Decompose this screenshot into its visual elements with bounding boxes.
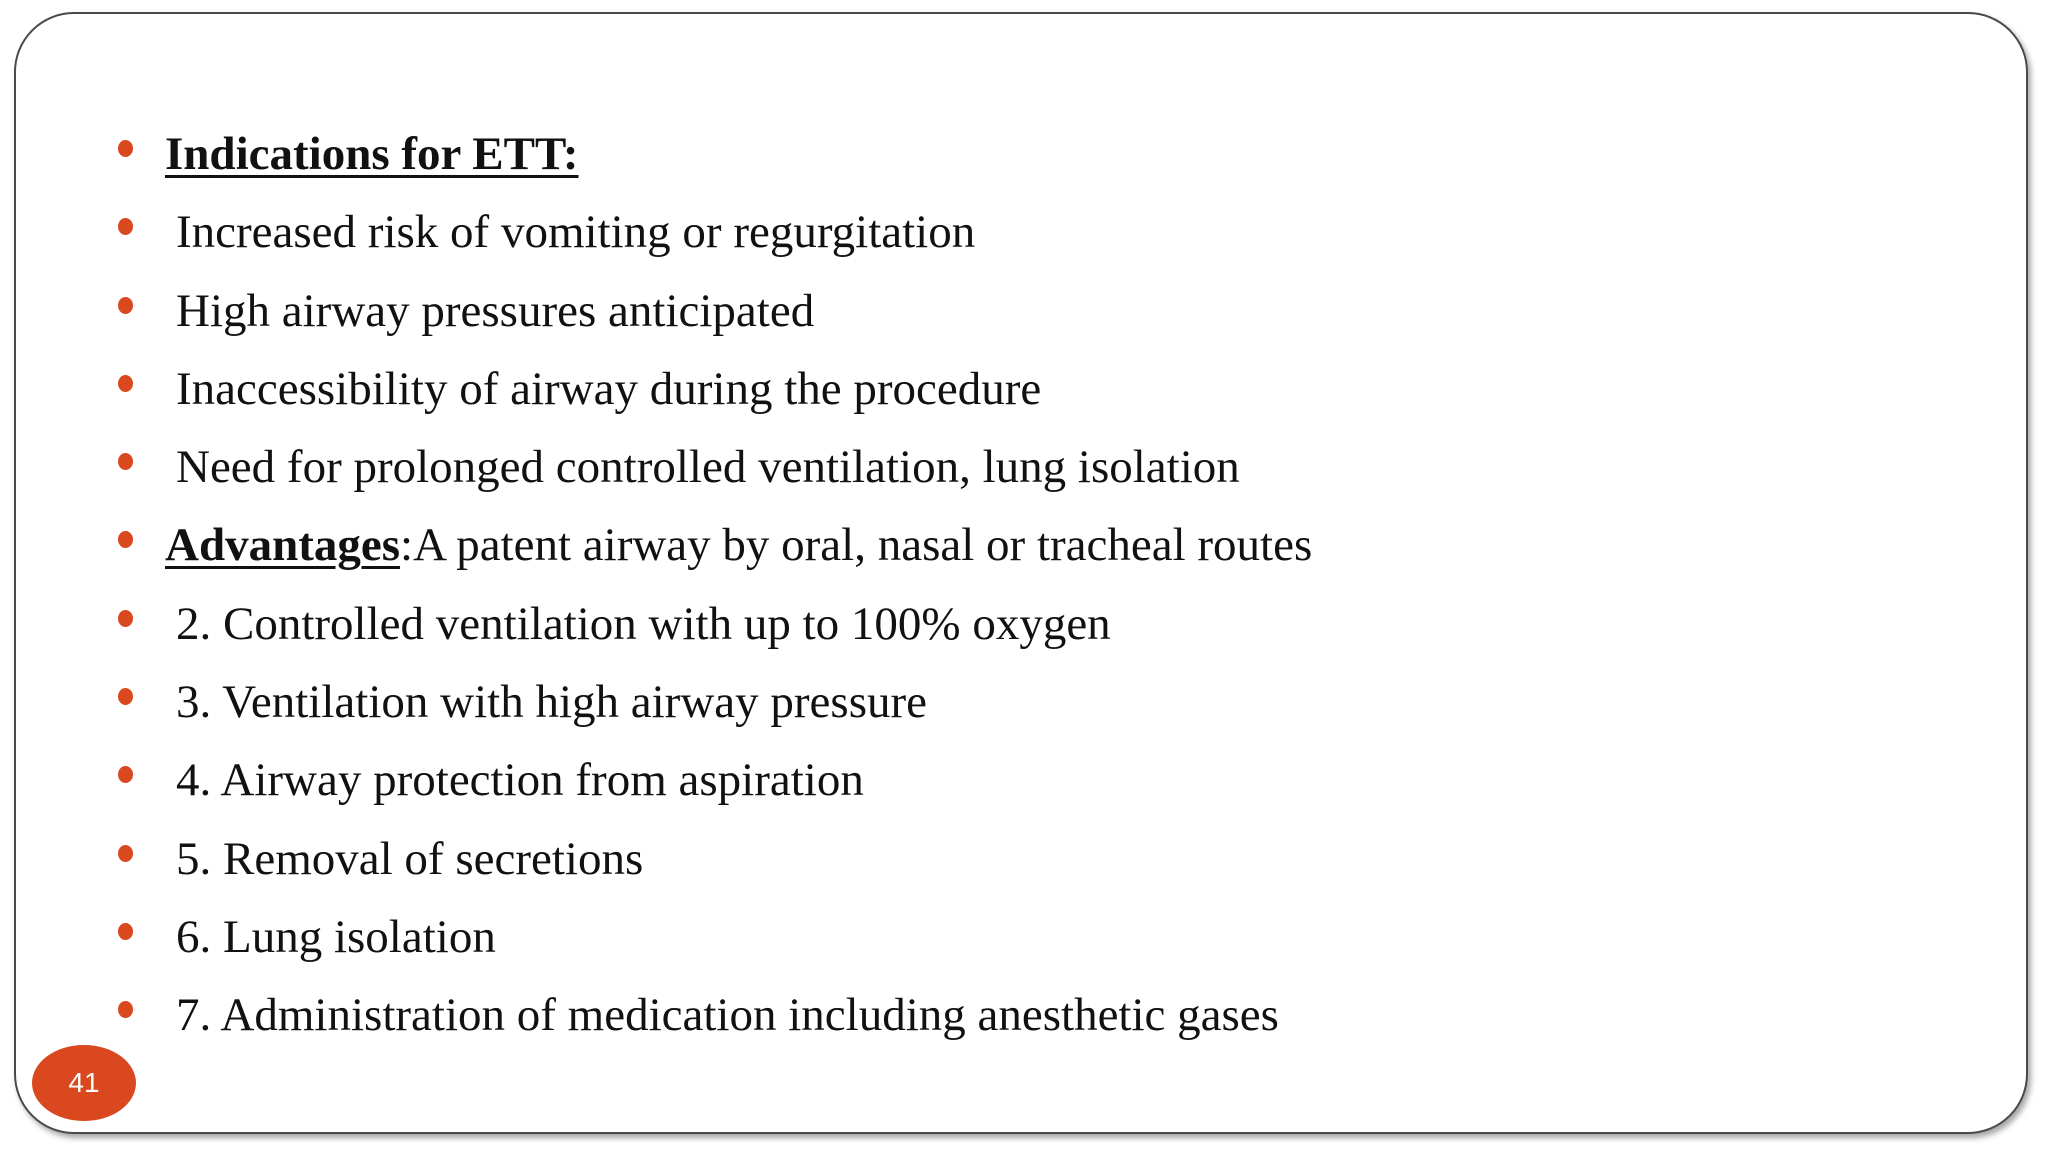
indication-text: Need for prolonged controlled ventilation, lung isolation: [176, 441, 1240, 494]
advantage-text: 7. Administration of medication including anesthetic gases: [176, 989, 1279, 1042]
advantages-line: [165, 506, 1312, 584]
indication-text: Increased risk of vomiting or regurgitation: [176, 206, 976, 259]
heading-label: Indications for ETT:: [165, 128, 579, 180]
bullet-icon: [118, 610, 133, 627]
bullet-icon: [118, 923, 133, 940]
bullet-icon: [118, 297, 133, 314]
advantage-text: 4. Airway protection from aspiration: [176, 754, 864, 807]
bullet-icon: [118, 140, 133, 157]
advantages-label: Advantages: [165, 519, 401, 572]
slide-heading: [165, 115, 579, 193]
indication-text: High airway pressures anticipated: [176, 284, 815, 337]
advantage-text: 2. Controlled ventilation with up to 100% oxygen: [176, 597, 1111, 650]
indication-text: Inaccessibility of airway during the procedure: [176, 362, 1042, 415]
advantage-text: 5. Removal of secretions: [176, 832, 644, 885]
bullet-icon: [118, 375, 133, 392]
bullet-icon: [118, 688, 133, 705]
bullet-icon: [118, 845, 133, 862]
advantages-first-text: :A patent airway by oral, nasal or tracheal routes: [400, 519, 1313, 572]
advantage-text: 3. Ventilation with high airway pressure: [176, 676, 927, 729]
advantage-text: 6. Lung isolation: [176, 910, 496, 963]
page-number-badge: 41: [32, 1045, 136, 1121]
